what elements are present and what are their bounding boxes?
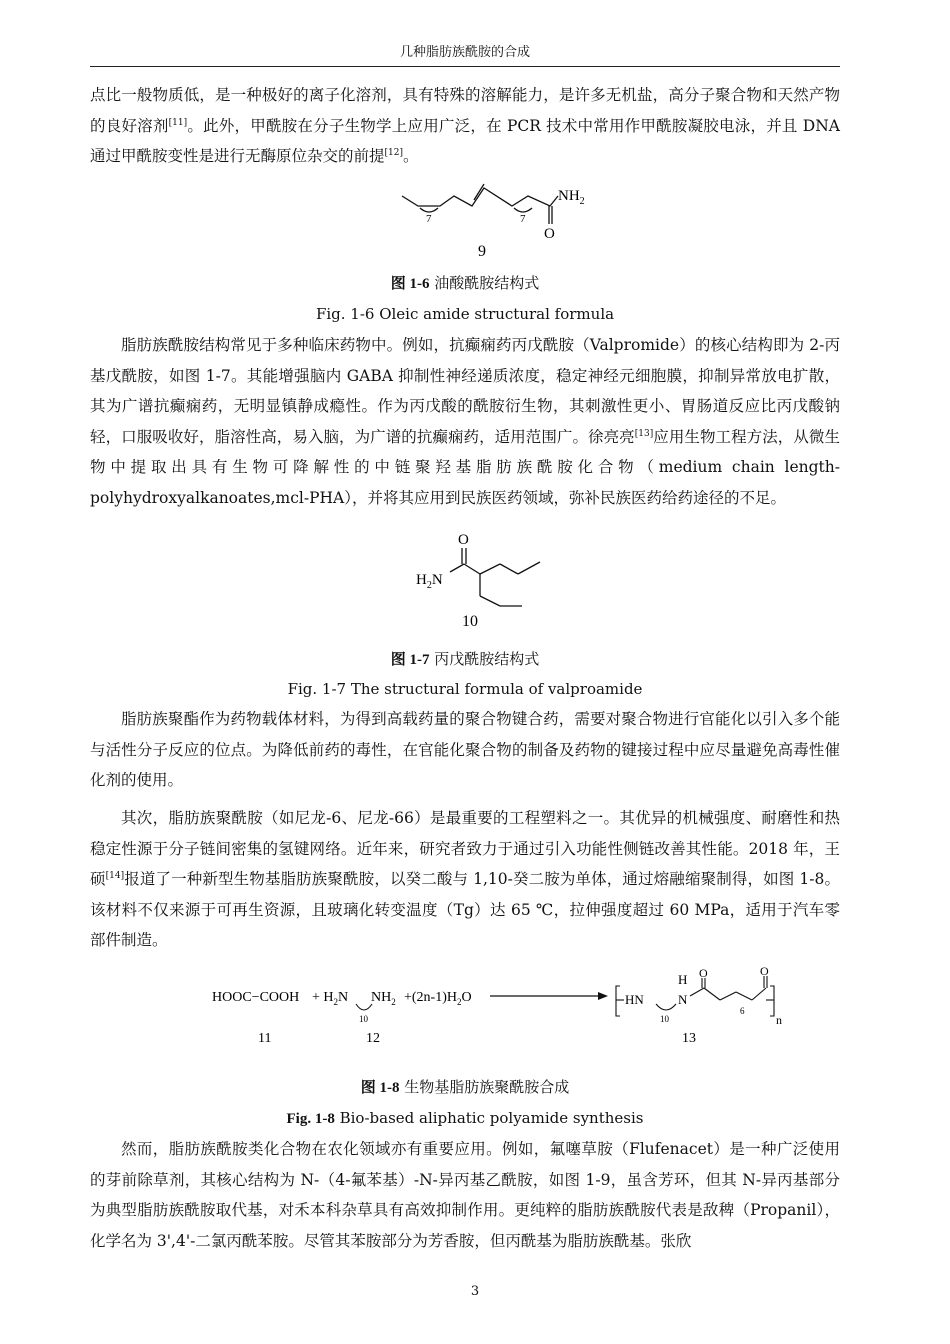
figure-caption-cn [90,648,840,669]
arrow-head [598,992,608,1000]
compound-number: 9 [478,243,486,260]
caption-text: 油酸酰胺结构式 [429,274,540,292]
paragraph-text: 。此外，甲酰胺在分子生物学上应用广泛，在 PCR 技术中常用作甲酰胺凝胶电泳，并且 DNA 通过甲酰胺变性是进行无酶原位杂交的前提 [90,116,840,165]
caption-label: Fig. 1-8 [286,1111,335,1127]
subscript-6: 6 [740,1006,745,1016]
methylene-bracket [356,1004,372,1010]
citation: [12] [384,148,403,158]
valproamide-structure [400,528,570,634]
nh2-label: $NH_2$ [371,990,396,1007]
paragraph-5 [90,1134,840,1256]
caption-label: 图 1-8 [360,1080,400,1096]
h2n-label: $H_2N$ [416,572,443,591]
repeat-n: n [776,1013,782,1027]
header-title: 几种脂肪族酰胺的合成 [399,45,530,60]
citation: [14] [105,871,125,881]
caption-text: 生物基脂肪族聚酰胺合成 [399,1078,570,1096]
paragraph-text: 点比一般物质低，是一种极好的离子化溶剂，具有特殊的溶解能力，是许多无机盐，高分子聚合物和天然产物的良好溶剂 [90,86,840,135]
citation: [11] [168,117,188,128]
reactant-11-formula: HOOC−COOH [212,990,300,1005]
paragraph-text: 脂肪族酰胺结构常见于多种临床药物中。例如，抗癫痫药丙戊酰胺（Valpromide）的核心结构即为 2-丙基戊酰胺，如图 1-7。其能增强脑内 GABA 抑制性神经递质浓度，稳定神经元细胞膜，抑制异常放电扩散，其为广谱抗癫痫药，无明显镇静成瘾性。作为丙戊酸的酰胺衍生物，其刺激性更小、胃肠道反应比丙戊酸钠轻，口服吸收好，脂溶性高，易入脑，为广谱的抗癫痫药，适用范围广。徐亮亮 [90,336,840,446]
paragraph-text: 其次，脂肪族聚酰胺（如尼龙-6、尼龙-66）是最重要的工程塑料之一。其优异的机械强度、耐磨性和热稳定性源于分子链间密集的氢键网络。近年来，研究者致力于通过引入功能性侧链改善其性能。2018 年，王硕 [90,809,840,888]
subscript-7: 7 [520,213,526,225]
figure-caption-en [90,1109,840,1128]
compound-number: 10 [462,613,478,630]
compound-number: 11 [258,1031,272,1046]
polyamide-synthesis-scheme [200,966,780,1050]
nh2-label: $NH_2$ [558,188,585,207]
subscript-10: 10 [359,1014,368,1024]
caption-label: 图 1-6 [390,276,430,292]
paragraph-text: 脂肪族聚酯作为药物载体材料，为得到高载药量的聚合物键合药，需要对聚合物进行官能化以引入多个能与活性分子反应的位点。为降低前药的毒性，在官能化聚合物的制备及药物的键接过程中应尽量避免高毒性催化剂的使用。 [90,710,840,789]
compound-number: 12 [366,1031,380,1046]
caption-label: 图 1-7 [390,652,430,668]
figure-caption-en: Fig. 1-6 Oleic amide structural formula [315,305,615,323]
caption-text: Bio-based aliphatic polyamide synthesis [334,1109,644,1127]
page-number: 3 [470,1284,480,1299]
caption-text: 丙戊酰胺结构式 [429,650,540,668]
page-header [90,40,840,67]
amide-h-label: H [678,972,688,987]
paragraph-text: 应用生物工程方法，从微生物中提取出具有生物可降解性的中链聚羟基脂肪族酰胺化合物（medium chain length-polyhydroxyalkanoates,mcl-PHA），并将其应用到民族医药领域，弥补民族医药给药途径的不足。 [90,427,840,507]
carbonyl-o-label: O [699,966,708,980]
hn-label: HN [625,992,644,1007]
citation: [13] [634,428,654,439]
amide-n-label: N [678,992,688,1007]
paragraph-text: 然而，脂肪族酰胺类化合物在农化领域亦有重要应用。例如，氟噻草胺（Flufenacet）是一种广泛使用的芽前除草剂，其核心结构为 N-（4-氟苯基）-N-异丙基乙酰胺，如图 1-9，虽含芳环，但其 N-异丙基部分为典型脂肪族酰胺取代基，对禾本科杂草具有高效抑制作用。更纯粹的脂肪族酰胺代表是敌稗（Propanil），化学名为 3',4'-二氯丙酰苯胺。尽管其苯胺部分为芳香胺，但丙酰基为脂肪族酰基。张欣 [90,1140,840,1250]
figure-caption-en: Fig. 1-7 The structural formula of valproamide [287,680,643,698]
figure-caption-cn [90,272,840,293]
figure-caption-cn [90,1076,840,1097]
paragraph-text: 。 [403,147,419,165]
paragraph-text: 报道了一种新型生物基脂肪族聚酰胺，以癸二酸与 1,10-癸二胺为单体，通过熔融缩聚制得，如图 1-8。该材料不仅来源于可再生资源，且玻璃化转变温度（Tg）达 65 ℃，拉伸强度超过 60 MPa，适用于汽车零部件制造。 [90,870,840,949]
paragraph-4 [90,803,840,956]
subscript-10: 10 [660,1014,669,1024]
paragraph-3 [90,704,840,796]
water-term: $+(2n-1)H_2O$ [404,990,472,1007]
valproamide-bonds [450,548,540,606]
oxygen-label: O [458,532,469,548]
oxygen-label: O [544,226,555,242]
carbonyl-o-label: O [760,964,769,978]
paragraph-2 [90,330,840,513]
oleic-amide-structure [380,176,585,266]
reactant-12-formula: + $H_2N$ [312,990,349,1007]
paragraph-1 [90,80,840,172]
compound-number: 13 [682,1031,696,1046]
subscript-7: 7 [426,213,432,225]
